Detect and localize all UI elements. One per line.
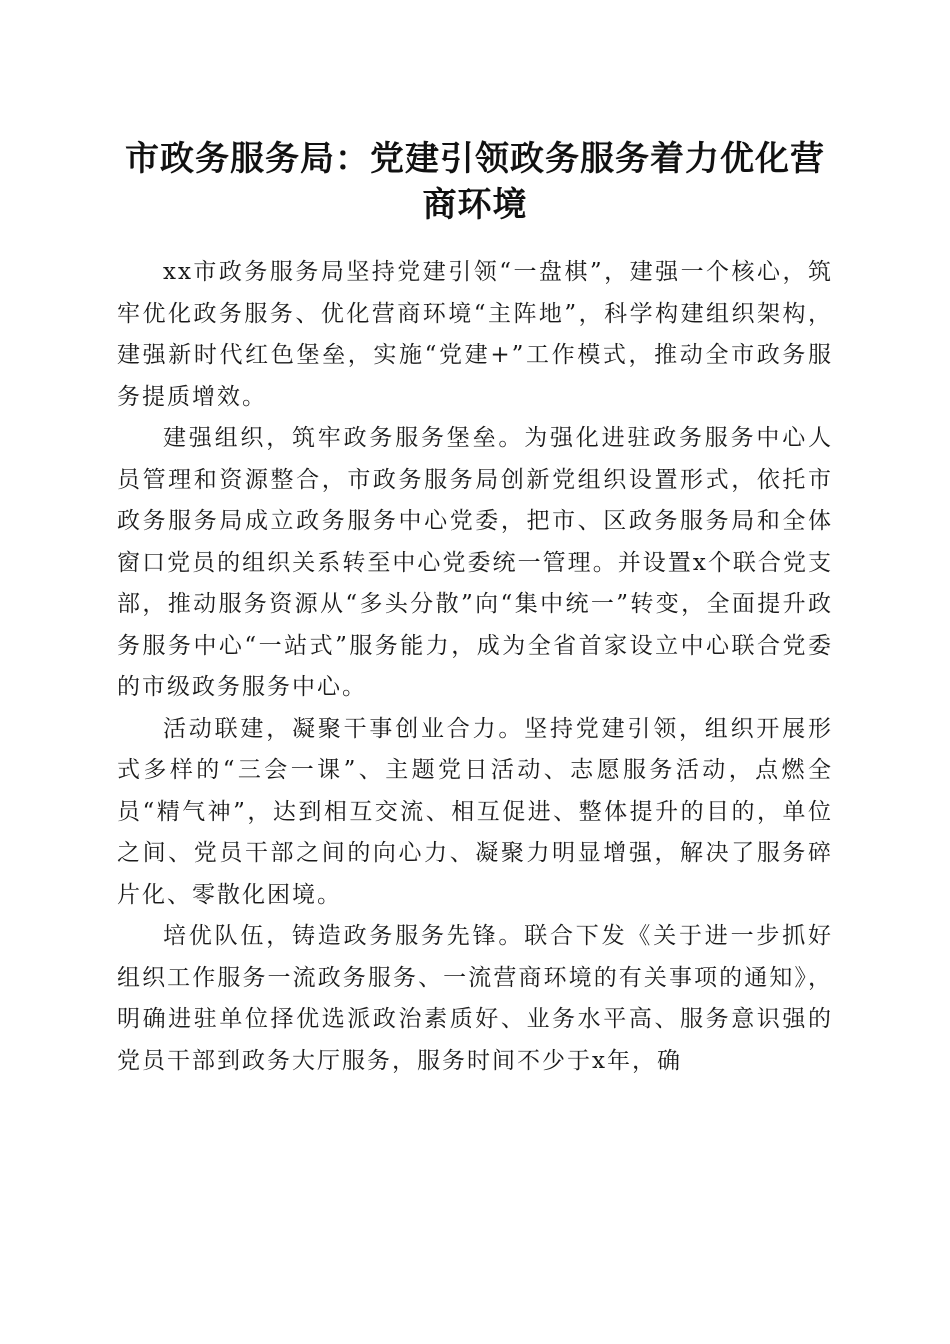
paragraph-team: 培优队伍，铸造政务服务先锋。联合下发《关于进一步抓好组织工作服务一流政务服务、一流营商环境的有关事项的通知》，明确进驻单位择优选派政治素质好、业务水平高、服务意识强的党员干部到政务大厅服务，服务时间不少于x年，确 — [117, 923, 833, 1074]
paragraph-intro: xx市政务服务局坚持党建引领“一盘棋”，建强一个核心，筑牢优化政务服务、优化营商环境“主阵地”，科学构建组织架构，建强新时代红色堡垒，实施“党建+”工作模式，推动全市政务服务提质增效。 — [117, 259, 833, 410]
paragraph-organization: 建强组织，筑牢政务服务堡垒。为强化进驻政务服务中心人员管理和资源整合，市政务服务局创新党组织设置形式，依托市政务服务局成立政务服务中心党委，把市、区政务服务局和全体窗口党员的组织关系转至中心党委统一管理。并设置x个联合党支部，推动服务资源从“多头分散”向“集中统一”转变，全面提升政务服务中心“一站式”服务能力，成为全省首家设立中心联合党委的市级政务服务中心。 — [117, 425, 833, 700]
paragraph-activities: 活动联建，凝聚干事创业合力。坚持党建引领，组织开展形式多样的“三会一课”、主题党日活动、志愿服务活动，点燃全员“精气神”，达到相互交流、相互促进、整体提升的目的，单位之间、党员干部之间的向心力、凝聚力明显增强，解决了服务碎片化、零散化困境。 — [117, 715, 833, 908]
document-title: 市政务服务局：党建引领政务服务着力优化营商环境 — [125, 139, 825, 225]
document-body — [117, 252, 833, 1082]
